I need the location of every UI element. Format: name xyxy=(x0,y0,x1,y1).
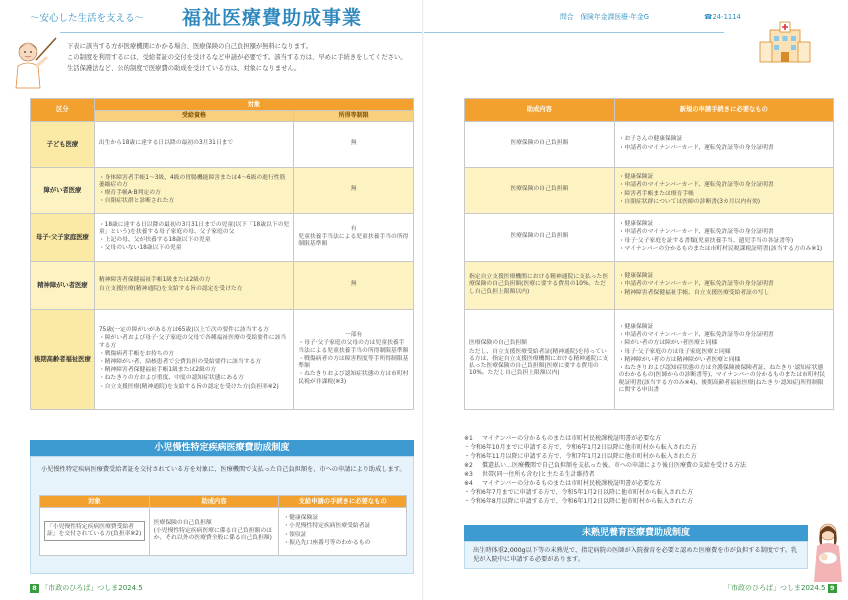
pointing-woman-illustration xyxy=(6,30,60,90)
required-doc-line: ・申請者のマイナンバーカード、運転免許証等の身分証明書 xyxy=(618,229,774,236)
income-limit-cell xyxy=(294,262,414,310)
child-required-line: ・領収証 xyxy=(283,531,307,538)
table-row xyxy=(31,168,414,214)
required-docs-cell xyxy=(614,262,833,310)
footnote xyxy=(464,461,834,470)
content-line: 医療保険の自己負担額 xyxy=(510,186,569,193)
premature-section-heading: 未熟児養育医療費助成制度 xyxy=(464,525,808,541)
income-limit-cell xyxy=(294,122,414,168)
required-docs-cell xyxy=(614,310,833,410)
footnote-text: マイナンバーの分かるものまたは市町村民税課税証明書が必要な方 xyxy=(482,480,662,487)
income-limit-line: 一部有 xyxy=(344,332,363,339)
income-limit-line: 無 xyxy=(350,281,357,288)
content-cell xyxy=(465,122,615,168)
hospital-building-icon xyxy=(758,20,812,64)
eligibility-line: ・上記の母、父が扶養する18歳以下の児童 xyxy=(98,237,211,243)
col-category-header: 区分 xyxy=(31,99,95,122)
footnote xyxy=(464,470,834,479)
content-line: 医療保険の自己負担額 xyxy=(510,233,569,240)
income-limit-cell xyxy=(294,168,414,214)
income-limit-line: 無 xyxy=(350,140,357,147)
content-line: 医療保険の自己負担額 xyxy=(469,340,527,347)
content-cell xyxy=(465,214,615,262)
income-limit-cell xyxy=(294,310,414,410)
income-limit-cell xyxy=(294,214,414,262)
child-required-line: ・健康保険証 xyxy=(283,515,319,522)
header-rule xyxy=(424,32,724,33)
content-cell xyxy=(465,168,615,214)
eligibility-cell xyxy=(94,310,293,410)
col-income-header: 所得等制限 xyxy=(294,111,414,122)
table-row xyxy=(31,262,414,310)
intro-paragraph-2: この制度を利用するには、受給者証の交付を受けるなど申請が必要です。該当する方は、早めに手続きをしてください。 xyxy=(67,54,407,62)
col-content-header: 助成内容 xyxy=(465,99,615,122)
content-line: ただし、自立支援医療受給者証(精神通院)を持っている方は、指定自立支援医療機関における精神通院に支払った医療保険の自己負担額(医療に要する費用の10%。ただし自己負担上限額以内) xyxy=(469,348,609,377)
required-doc-line: ・自閉症状群については医師の診断書(3カ月以内有効) xyxy=(618,198,761,205)
row-category: 母子·父子家庭医療 xyxy=(31,214,95,262)
content-line: 指定自立支援医療機関における精神通院に支払った医療保険の自己負担額(医療に要する費用の10%。ただし自己負担上限額以内) xyxy=(469,274,609,295)
right-footer xyxy=(724,584,837,593)
footnote-mark: ※4 xyxy=(464,480,473,487)
income-limit-line: 有 xyxy=(350,225,357,232)
child-required-cell xyxy=(279,508,407,556)
eligibility-line: 精神障害者保健福祉手帳1級または2級の方 xyxy=(98,277,211,284)
intro-paragraph-1: 下表に該当する方が医療機関にかかる場合、医療保険の自己負担額が無料になります。 xyxy=(67,43,313,50)
table-row xyxy=(465,310,834,410)
eligibility-line: 自立支援医療(精神通院)を支給する旨の認定を受けた方 xyxy=(98,285,243,292)
child-content-line: (小児慢性特定疾病医療に係る自己負担額のほか、それ以外の医療費全般に係る自己負担額) xyxy=(153,527,272,542)
eligibility-line: ・18歳に達する日以降の最初の3月31日までの児童(以下「18歳以下の児童」という)を扶養する母子家庭の母、父子家庭の父 xyxy=(98,221,290,235)
required-doc-line: ・マイナンバーの分かるものまたは市町村民税課税証明書(該当する方のみ※1) xyxy=(618,245,823,252)
eligibility-cell xyxy=(94,168,293,214)
eligibility-line: ・ねたきりの方および重度、中度の認知症状態にある方 xyxy=(98,375,244,382)
content-line: 医療保険の自己負担額 xyxy=(510,140,569,147)
required-doc-line: ・精神障がい者の方は精神障がい者医療と同様 xyxy=(618,356,741,363)
phone-number: ☎24-1114 xyxy=(704,13,741,21)
required-doc-line: ・申請者のマイナンバーカード、運転免許証等の身分証明書 xyxy=(618,144,774,151)
row-category: 精神障がい者医療 xyxy=(31,262,95,310)
eligibility-cell xyxy=(94,122,293,168)
child-col-content: 助成内容 xyxy=(149,496,279,508)
required-doc-line: ・お子さんの健康保険証 xyxy=(618,136,683,143)
child-section-text: 小児慢性特定疾病医療費受給者証を交付されている方を対象に、医療機関で支払った自己負担額を、市への申請により助成します。 xyxy=(41,466,406,473)
eligibility-line: ・戦傷病者手帳をお持ちの方 xyxy=(98,350,175,357)
table-row xyxy=(465,262,834,310)
mother-and-baby-illustration xyxy=(808,520,848,582)
eligibility-line: 出生から18歳に達する日以降の最初の3月31日まで xyxy=(98,140,234,147)
eligibility-line: 75歳(一定の障がいがある方は65歳)以上で次の要件に該当する方 xyxy=(98,327,269,334)
row-category: 障がい者医療 xyxy=(31,168,95,214)
required-docs-cell xyxy=(614,168,833,214)
child-section-heading: 小児慢性特定疾病医療費助成制度 xyxy=(30,440,414,456)
required-doc-line: ・申請者のマイナンバーカード、運転免許証等の身分証明書 xyxy=(618,332,774,339)
footnote-text: マイナンバーの分かるものまたは市町村民税課税証明書が必要な方 xyxy=(482,435,662,442)
page-number: 8 xyxy=(30,584,39,593)
footnote-mark: ※1 xyxy=(464,435,473,442)
income-limit-line: 児童扶養手当法による児童扶養手当の所得制限基準額 xyxy=(298,233,409,248)
eligibility-line: ・障がい者および母子·父子家庭の父母で各種福祉医療の受給要件に該当する方 xyxy=(98,335,287,349)
procedure-table xyxy=(464,98,834,410)
footnote-subline: ・令和6年8月以降に申請する方で、令和6年1月2日以降に他市町村から転入された方 xyxy=(464,498,693,505)
intro-text xyxy=(60,42,416,75)
child-required-line: ・振込先口座番号等のわかるもの xyxy=(283,539,371,546)
content-cell xyxy=(465,310,615,410)
child-content-cell xyxy=(149,508,279,556)
premature-section-text: 出生時体重2,000g以下等の未熟児で、指定病院の医師が入院養育を必要と認めた医療費を市が負担する制度です。乳児が入院中に申請する必要があります。 xyxy=(464,541,808,569)
child-col-target: 対象 xyxy=(40,496,150,508)
eligibility-line: ・父母のいない18歳以下の児童 xyxy=(98,245,182,252)
footer-text: 「市政のひろば」つしま2024.5 xyxy=(724,584,826,592)
required-doc-line: ・障がい者の方は障がい者医療と同様 xyxy=(618,340,718,347)
footnote-subline: ・令和6年10月までに申請する方で、令和6年1月2日以降に他市町村から転入された方 xyxy=(464,444,697,451)
required-doc-line: ・申請者のマイナンバーカード、運転免許証等の身分証明書 xyxy=(618,182,774,189)
eligibility-table xyxy=(30,98,414,410)
footnote-subline: ・令和6年7月までに申請する方で、令和5年1月2日以降に他市町村から転入された方 xyxy=(464,489,693,496)
eligibility-line: ・身体障害者手帳1～3級、4級の胃腸機能障害または4～6級の進行性筋萎縮症の方 xyxy=(98,174,286,188)
footnote-subline: ・令和6年11月以降に申請する方で、令和7年1月2日以降に他市町村から転入された方 xyxy=(464,453,697,460)
footnote-mark: ※2 xyxy=(464,462,473,469)
child-col-required: 支給申請の手続きに必要なもの xyxy=(279,496,407,508)
required-doc-line: ・ねたきりおよび認知症状態の方は介護保険被保険者証、ねたきり·認知症状態のわかるもの(医師からの診断書等)、マイナンバーの分かるものまたは市町村民税証明書(該当する方のみ※4)、後期高齢者福祉医療(ねたきり·認知症)所得制限に関する申出書 xyxy=(618,365,826,393)
row-category: 子ども医療 xyxy=(31,122,95,168)
required-doc-line: ・健康保険証 xyxy=(618,221,654,228)
required-doc-line: ・障害者手帳または療育手帳 xyxy=(618,190,694,197)
eligibility-line: ・自立支援医療(精神通院)を支給する旨の認定を受けた方(負担率※2) xyxy=(98,383,279,390)
col-eligibility-header: 受給資格 xyxy=(94,111,293,122)
table-row xyxy=(31,310,414,410)
required-doc-line: ・申請者のマイナンバーカード、運転免許証等の身分証明書 xyxy=(618,281,774,288)
page-title: 福祉医療費助成事業 xyxy=(182,7,363,29)
table-row xyxy=(465,122,834,168)
eligibility-line: ・療育手帳A·B判定の方 xyxy=(98,190,161,196)
eligibility-cell xyxy=(94,214,293,262)
header-rule xyxy=(60,32,424,33)
income-limit-line: ・戦傷病者の方は障害程度等手所得制限基準額 xyxy=(298,355,409,370)
child-target-text: 「小児慢性特定疾病医療費受給者証」を交付されている方(負担率※2) xyxy=(44,521,145,541)
child-section-table xyxy=(39,495,407,556)
content-cell xyxy=(465,262,615,310)
required-doc-line: ・健康保険証 xyxy=(618,323,654,330)
income-limit-line: 無 xyxy=(350,186,357,193)
left-footer xyxy=(30,584,143,593)
table-row xyxy=(465,214,834,262)
footnotes xyxy=(464,434,834,506)
footer-text: 「市政のひろば」つしま2024.5 xyxy=(41,584,143,592)
required-doc-line: ・母子·父子家庭の方は母子家庭医療と同様 xyxy=(618,348,731,355)
required-docs-cell xyxy=(614,122,833,168)
required-doc-line: ・母子·父子家庭を証する書類(児童扶養手当、遺児手当の各証書等) xyxy=(618,237,794,244)
footnote xyxy=(464,434,834,443)
child-target-cell xyxy=(40,508,150,556)
income-limit-line: ・母子·父子家庭の父母の方は児童扶養手当法による児童扶養手当の所得制限基準額 xyxy=(298,340,409,354)
eligibility-line: ・精神障がい者、結核患者で公費負担の受給要件に該当する方 xyxy=(98,359,262,365)
eligibility-line: ・自閉症状群と診断された方 xyxy=(98,198,175,205)
page-subtitle: ～安心した生活を支える～ xyxy=(30,13,145,24)
row-category: 後期高齢者福祉医療 xyxy=(31,310,95,410)
income-limit-line: ・ねたきりおよび認知症状態の方は市町村民税が非課税(※3) xyxy=(298,371,409,385)
table-row xyxy=(31,214,414,262)
col-target-header: 対象 xyxy=(94,99,413,111)
child-content-line: 医療保険の自己負担額 xyxy=(153,519,212,526)
table-row xyxy=(465,168,834,214)
eligibility-line: ・精神障害者保健福祉手帳1級または2級の方 xyxy=(98,367,217,374)
eligibility-cell xyxy=(94,262,293,310)
required-doc-line: ・精神障害者保健福祉手帳、自立支援医療受給者証の写し xyxy=(618,289,770,296)
intro-paragraph-3: 生活保護法など、公的制度で医療費の助成を受けている方は、対象になりません。 xyxy=(67,65,301,73)
page-number: 9 xyxy=(828,584,837,593)
right-page xyxy=(424,0,848,600)
required-docs-cell xyxy=(614,214,833,262)
footnote xyxy=(464,479,834,488)
table-row xyxy=(31,122,414,168)
child-required-line: ・小児慢性特定疾病医療受給者証 xyxy=(283,523,371,530)
child-section-box xyxy=(30,456,414,574)
footnote-text: 世帯(同一住所も含む)と主たる生計維持者 xyxy=(482,471,595,478)
required-doc-line: ・健康保険証 xyxy=(618,174,654,181)
inquiry-contact: 問合 保険年金課医療·年金G xyxy=(560,13,649,21)
required-doc-line: ・健康保険証 xyxy=(618,273,654,280)
footnote-text: 償還払い…医療機関で自己負担額を支払った後、市への申請により後日医療費の支給を受ける方法 xyxy=(482,462,747,469)
footnote-mark: ※3 xyxy=(464,471,473,478)
col-required-header: 新規の申請手続きに必要なもの xyxy=(614,99,833,122)
